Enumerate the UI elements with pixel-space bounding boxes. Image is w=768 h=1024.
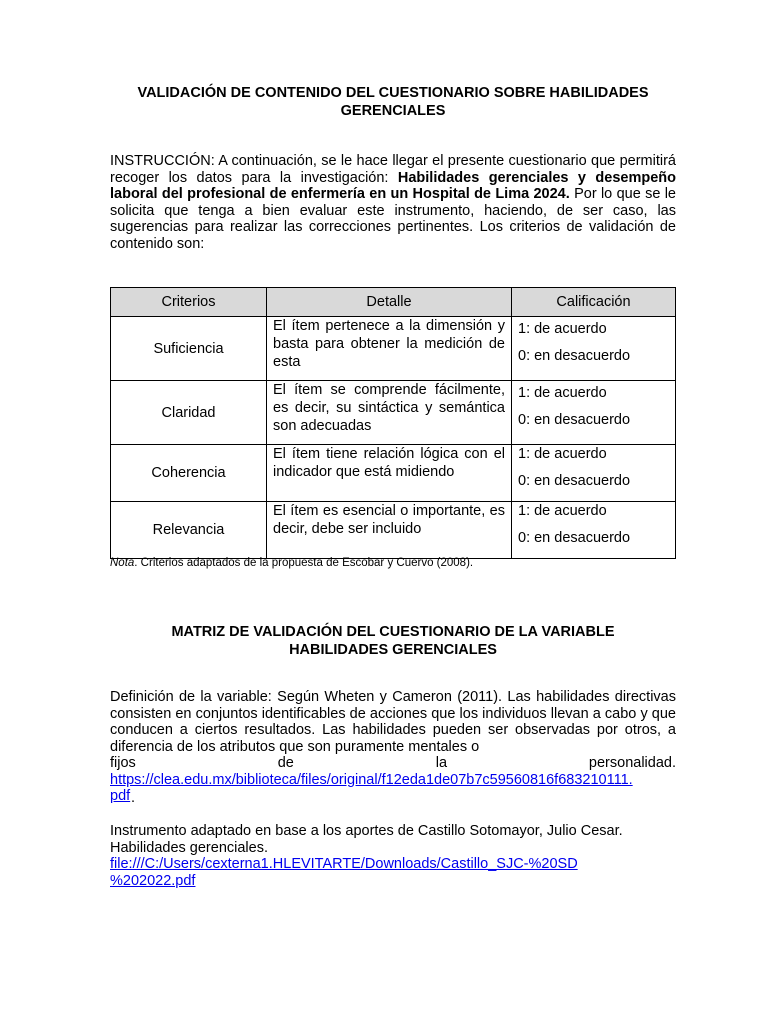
definition-link-line1: https://clea.edu.mx/biblioteca/files/original/f12eda1de07b7c59560816f683210111. [110,771,633,788]
title-validacion [110,84,676,120]
instrument-line2: Habilidades gerenciales. [110,839,268,856]
detalle-cell: El ítem tiene relación lógica con el indicador que está midiendo [267,445,512,502]
detalle-cell: El ítem se comprende fácilmente, es decir, su sintáctica y semántica son adecuadas [267,381,512,445]
calificacion-cell [512,502,676,559]
calificacion-disagree: 0: en desacuerdo [518,348,631,364]
instruction-paragraph [110,153,676,252]
detalle-cell: El ítem pertenece a la dimensión y basta para obtener la medición de esta [267,317,512,381]
definition-link[interactable] [110,772,676,805]
table-note [110,557,473,569]
table-row [111,445,676,502]
criterio-cell: Suficiencia [111,317,267,381]
instruction-research-title: Habilidades gerenciales y desempeño laboral del profesional de enfermería en un Hospital de Lima 2024. [110,169,676,202]
instrument-link-line1: file:///C:/Users/cexterna1.HLEVITARTE/Downloads/Castillo_SJC-%20SD [110,856,578,872]
table-row [111,317,676,381]
instruction-lead: INSTRUCCIÓN: A continuación, se le hace llegar el presente cuestionario que permitirá recoger los datos para la investigación: [110,153,676,186]
calificacion-agree: 1: de acuerdo [518,446,607,462]
criterio-cell: Coherencia [111,445,267,502]
calificacion-agree: 1: de acuerdo [518,321,607,337]
instrument-link-line2: %202022.pdf [110,872,196,889]
calificacion-agree: 1: de acuerdo [518,385,607,401]
criteria-table [110,287,676,559]
title-matriz-line1: MATRIZ DE VALIDACIÓN DEL CUESTIONARIO DE LA VARIABLE [171,624,615,640]
calificacion-cell [512,381,676,445]
instrument-paragraph [110,823,676,889]
calificacion-disagree: 0: en desacuerdo [518,473,631,489]
calificacion-agree: 1: de acuerdo [518,503,607,519]
calificacion-disagree: 0: en desacuerdo [518,412,631,428]
calificacion-cell [512,317,676,381]
title-matriz-line2: HABILIDADES GERENCIALES [289,642,497,658]
title-validacion-line1: VALIDACIÓN DE CONTENIDO DEL CUESTIONARIO SOBRE HABILIDADES [137,85,649,101]
table-row [111,502,676,559]
header-calificacion: Calificación [512,288,676,317]
header-detalle: Detalle [267,288,512,317]
table-row [111,381,676,445]
detalle-cell: El ítem es esencial o importante, es decir, debe ser incluido [267,502,512,559]
title-matriz [110,623,676,659]
definition-link-line2: pdf [110,788,131,804]
instruction-tail: Por lo que se le solicita que tenga a bien evaluar este instrumento, haciendo, de ser caso, las sugerencias para realizar las correcciones pertinentes. Los criterios de validación de contenido son: [110,186,676,252]
calificacion-cell [512,445,676,502]
table-note-label: Nota [110,557,135,569]
table-note-text: . Criterios adaptados de la propuesta de Escobar y Cuervo (2008). [134,557,474,569]
criteria-table-header-row [111,288,676,317]
definition-last-line: fijos de la personalidad. [110,755,676,771]
definition-text: Definición de la variable: Según Wheten y Cameron (2011). Las habilidades directivas consisten en conjuntos identificables de acciones que los individuos llevan a cabo y que conducen a ciertos resultados. Las habilidades pueden ser observadas por otros, a diferencia de los atributos que son puramente mentales o [110,689,676,755]
instrument-link[interactable] [110,856,676,889]
criterio-cell: Claridad [111,381,267,445]
instrument-line1: Instrumento adaptado en base a los aportes de Castillo Sotomayor, Julio Cesar. [110,823,623,839]
calificacion-disagree: 0: en desacuerdo [518,530,631,546]
header-criterios: Criterios [111,288,267,317]
criterio-cell: Relevancia [111,502,267,559]
title-validacion-line2: GERENCIALES [340,103,446,119]
definition-paragraph [110,689,676,805]
definition-link-period: . [131,790,136,806]
